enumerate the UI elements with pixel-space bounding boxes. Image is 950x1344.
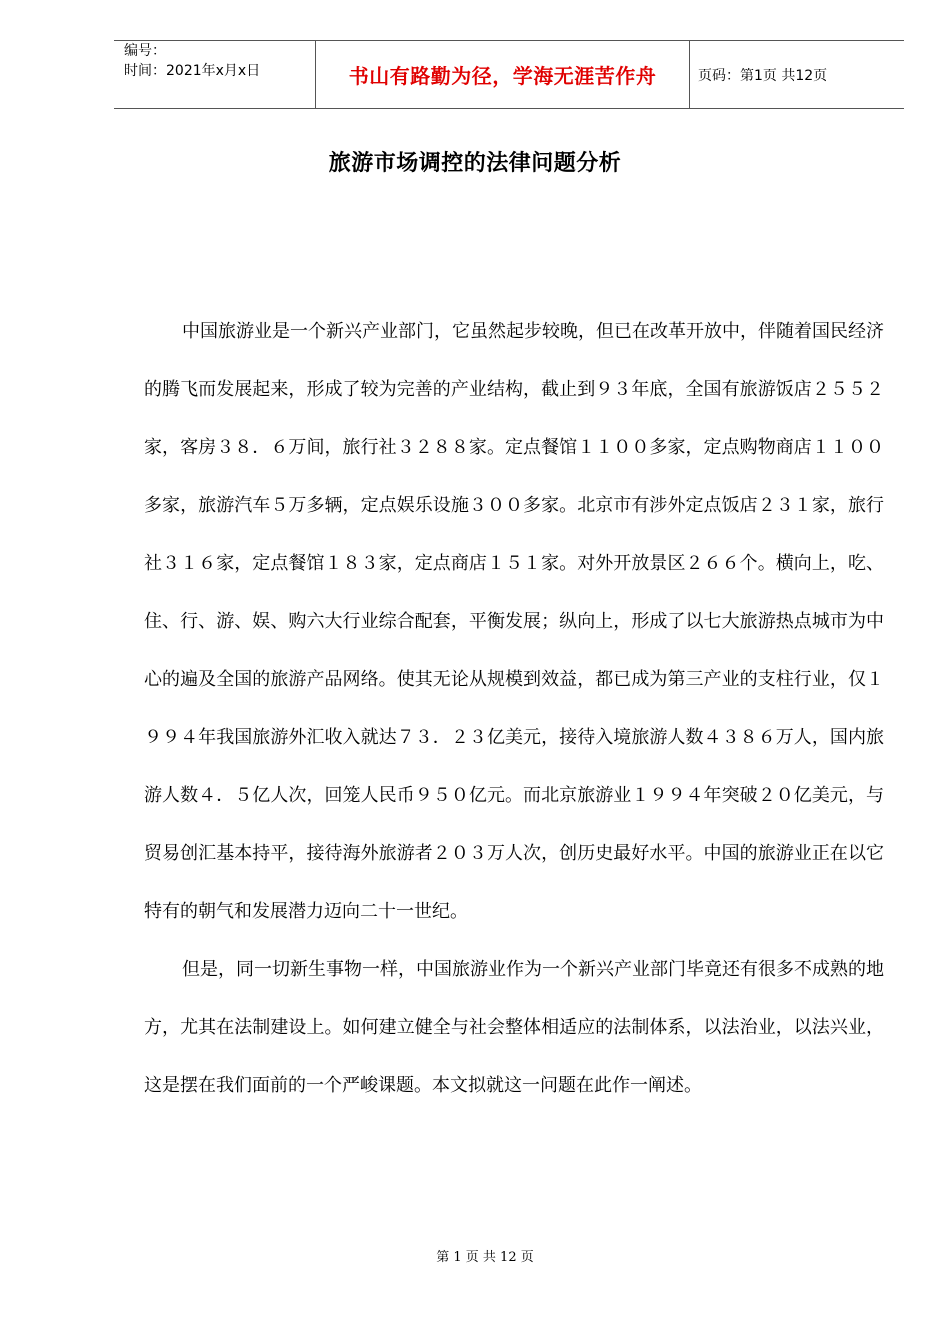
body-paragraph: 但是，同一切新生事物一样，中国旅游业作为一个新兴产业部门毕竟还有很多不成熟的地方，尤其在法制建设上。如何建立健全与社会整体相适应的法制体系，以法治业，以法兴业，这是摆在我们面前的一个严峻课题。本文拟就这一问题在此作一阐述。 [144, 959, 884, 1096]
page-footer: 第 1 页 共 12 页 [436, 1250, 534, 1265]
serial-number-label: 编号： [124, 43, 166, 59]
motto-text: 书山有路勤为径，学海无涯苦作舟 [348, 64, 657, 88]
document-body [144, 303, 884, 1115]
header-motto-cell [316, 41, 690, 108]
header-meta-cell [114, 41, 316, 108]
document-header [114, 40, 904, 109]
time-label: 时间：2021年x月x日 [124, 63, 261, 79]
document-title: 旅游市场调控的法律问题分析 [328, 151, 622, 176]
body-paragraph: 中国旅游业是一个新兴产业部门，它虽然起步较晚，但已在改革开放中，伴随着国民经济的腾飞而发展起来，形成了较为完善的产业结构，截止到９３年底，全国有旅游饭店２５５２家，客房３８．６万间，旅行社３２８８家。定点餐馆１１００多家，定点购物商店１１００多家，旅游汽车５万多辆，定点娱乐设施３００多家。北京市有涉外定点饭店２３１家，旅行社３１６家，定点餐馆１８３家，定点商店１５１家。对外开放景区２６６个。横向上，吃、住、行、游、娱、购六大行业综合配套，平衡发展；纵向上，形成了以七大旅游热点城市为中心的遍及全国的旅游产品网络。使其无论从规模到效益，都已成为第三产业的支柱行业，仅１９９４年我国旅游外汇收入就达７３．２３亿美元，接待入境旅游人数４３８６万人，国内旅游人数４．５亿人次，回笼人民币９５０亿元。而北京旅游业１９９４年突破２０亿美元，与贸易创汇基本持平，接待海外旅游者２０３万人次，创历史最好水平。中国的旅游业正在以它特有的朝气和发展潜力迈向二十一世纪。 [144, 321, 884, 922]
header-page-cell [690, 41, 904, 108]
header-page-info: 页码：第1页 共12页 [698, 67, 828, 84]
